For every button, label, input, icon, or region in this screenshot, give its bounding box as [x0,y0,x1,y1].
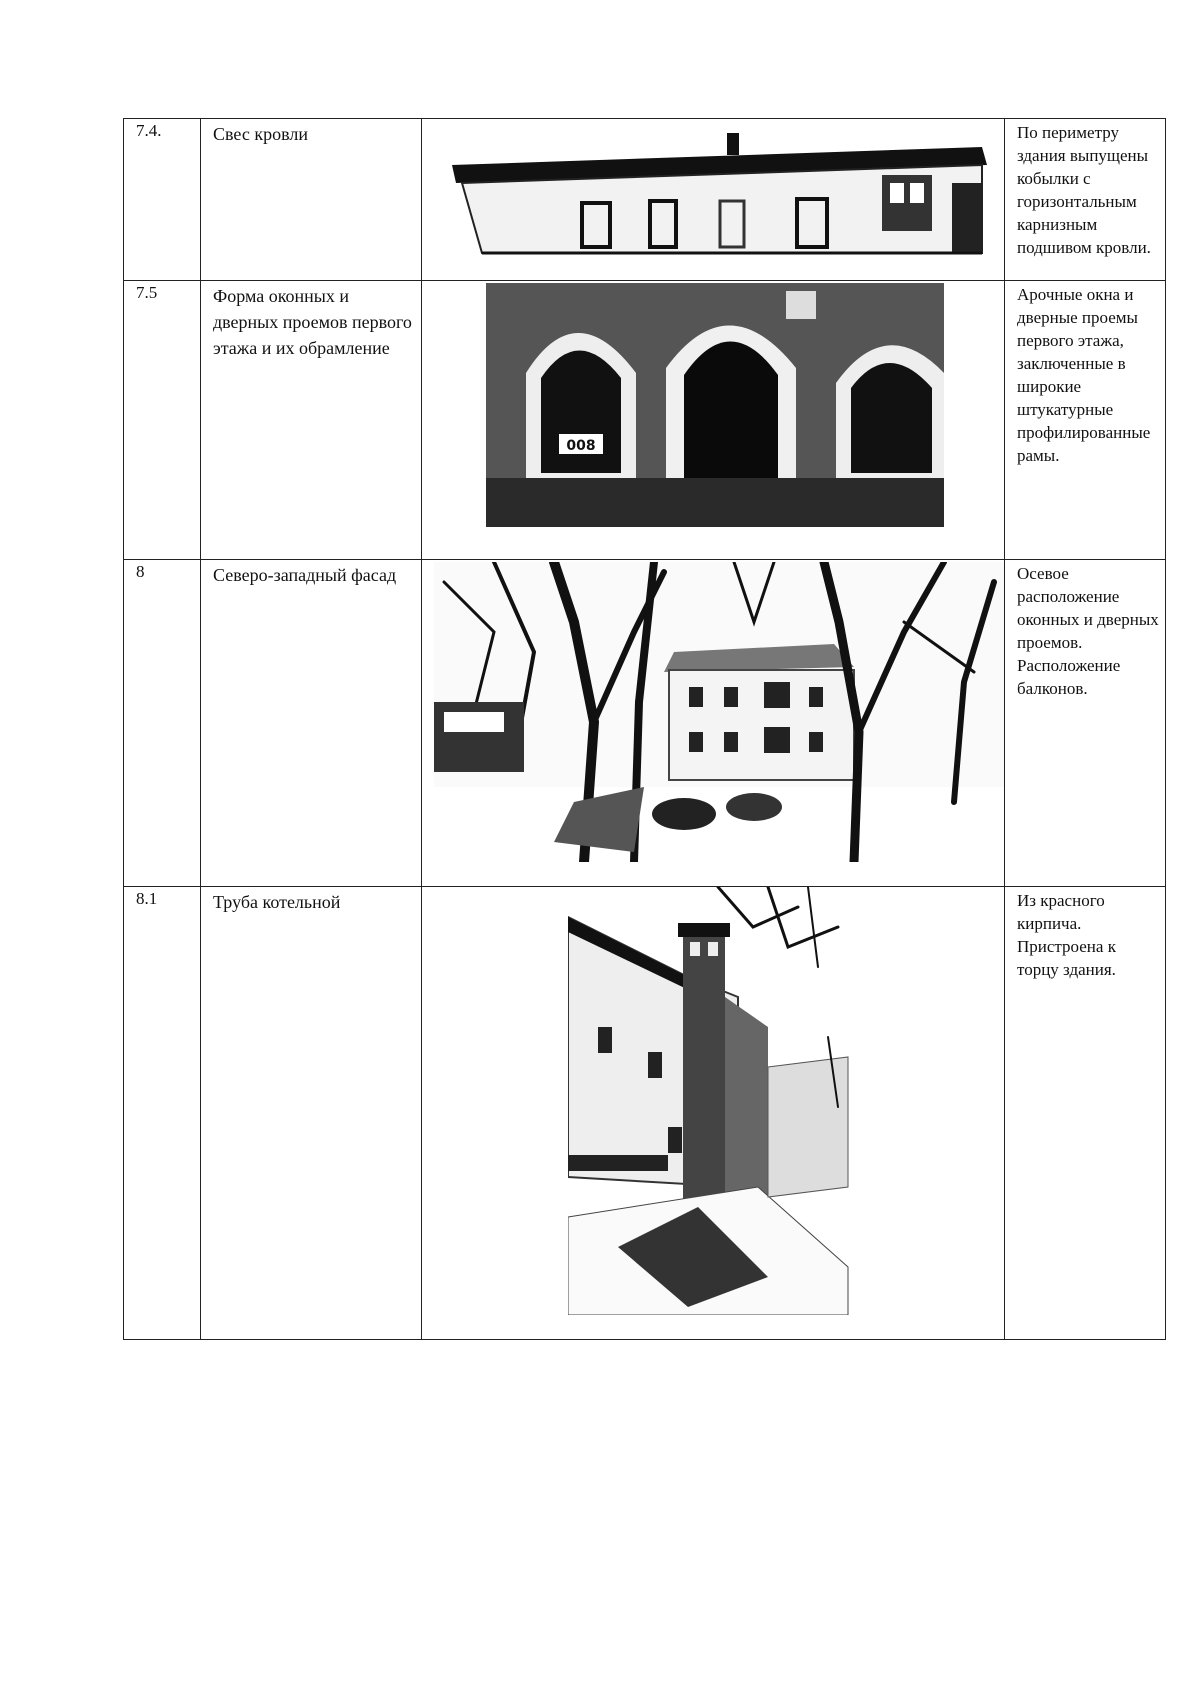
table-row [124,281,1166,560]
northwest-facade-photo [434,562,1004,862]
row-number: 8.1 [124,887,201,1340]
row-number: 8 [124,560,201,887]
feature-description: Из красного кирпича. Пристроена к торцу здания. [1005,887,1166,1340]
feature-description: Арочные окна и дверные проемы первого этажа, заключенные в широкие штукатурные профилированные рамы. [1005,281,1166,560]
table-row [124,119,1166,281]
photo-cell [422,560,1005,887]
photo-cell [422,887,1005,1340]
element-name: Свес кровли [201,119,422,281]
boiler-chimney-photo [568,887,858,1315]
monument-features-table [123,118,1166,1340]
shop-sign-text: 008 [566,438,596,454]
element-name: Труба котельной [201,887,422,1340]
element-name: Северо-западный фасад [201,560,422,887]
feature-description: Осевое расположение оконных и дверных проемов. Расположение балконов. [1005,560,1166,887]
feature-description: По периметру здания выпущены кобылки с горизонтальным карнизным подшивом кровли. [1005,119,1166,281]
photo-cell [422,281,1005,560]
table-row [124,887,1166,1340]
table-row [124,560,1166,887]
arched-openings-photo [486,283,944,527]
row-number: 7.5 [124,281,201,560]
row-number: 7.4. [124,119,201,281]
element-name: Форма оконных и дверных проемов первого этажа и их обрамление [201,281,422,560]
photo-cell [422,119,1005,281]
roof-eave-photo [442,125,1002,263]
